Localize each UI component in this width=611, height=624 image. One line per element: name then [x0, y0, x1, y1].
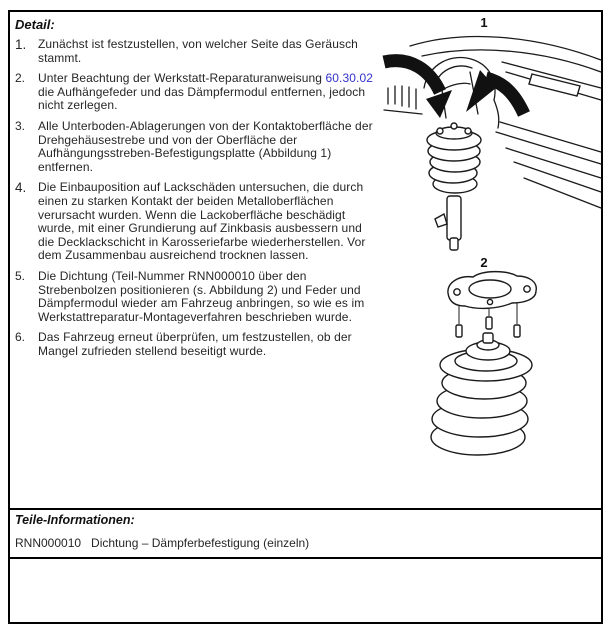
step-text: Die Einbauposition auf Lackschäden untersuchen, die durch einen zu starken Kontakt der beiden Metalloberflächen verursacht wurden. Wenn die Lackoberfläche beschädigt wurde, mit einer Grundierung auf Zinkbasis ausbessern und die Decklackschicht in Karosseriefarbe wiederherstellen. Vor dem Zusammenbau ausreichend trocknen lassen.: [38, 180, 366, 263]
step-number: 6.: [15, 330, 26, 345]
figure-2-label: 2: [480, 255, 488, 270]
strut-removal-drawing: [382, 26, 604, 258]
parts-info-heading: Teile-Informationen:: [15, 513, 135, 527]
step-item-2: [15, 72, 375, 113]
step-text-after-link: die Aufhängefeder und das Dämpfermodul entfernen, jedoch nicht zerlegen.: [38, 84, 366, 113]
figure-1-illustration: [382, 26, 604, 263]
step-number: 5.: [15, 268, 26, 283]
part-description: Dichtung – Dämpferbefestigung (einzeln): [91, 536, 310, 550]
step-item-6: [15, 331, 375, 358]
step-text: Zunächst ist festzustellen, von welcher Seite das Geräusch stammt.: [38, 37, 358, 65]
step-item-4: [15, 181, 375, 263]
detail-heading: Detail:: [15, 17, 55, 32]
part-info-row: [15, 536, 309, 550]
section-divider-top: [8, 508, 603, 510]
gasket-placement-drawing: [428, 269, 543, 471]
repair-instruction-link[interactable]: 60.30.02: [325, 71, 374, 86]
step-number: 3.: [15, 118, 26, 133]
step-text: Das Fahrzeug erneut überprüfen, um festzustellen, ob der Mangel zufrieden stellend beseitigt wurde.: [38, 330, 352, 358]
step-item-1: [15, 38, 375, 65]
part-number: RNN000010: [15, 536, 82, 550]
document-frame: [8, 10, 603, 624]
instruction-list: [15, 38, 375, 365]
step-text: [38, 72, 375, 113]
step-number: 1.: [15, 37, 27, 52]
step-text-before-link: Unter Beachtung der Werkstatt-Reparaturanweisung: [38, 71, 326, 86]
figure-2-illustration: [428, 269, 543, 476]
step-number: 2.: [15, 71, 26, 86]
step-number: 4.: [15, 180, 27, 196]
figure-1-label: 1: [480, 15, 488, 30]
step-item-3: [15, 120, 375, 174]
step-item-5: [15, 270, 375, 324]
step-text: Die Dichtung (Teil-Nummer RNN000010 über den Strebenbolzen positionieren (s. Abbildung 2) und Feder und Dämpfermodul wieder am Fahrzeug anbringen, so wie es im Werkstattreparatur-Montageverfahren beschrieben wurde.: [38, 268, 365, 324]
section-divider-bottom: [8, 557, 603, 559]
step-text: Alle Unterboden-Ablagerungen von der Kontaktoberfläche der Drehgehäusestrebe und von der Oberfläche der Aufhängungsstreben-Befestigungsplatte (Abbildung 1) entfernen.: [38, 118, 373, 174]
